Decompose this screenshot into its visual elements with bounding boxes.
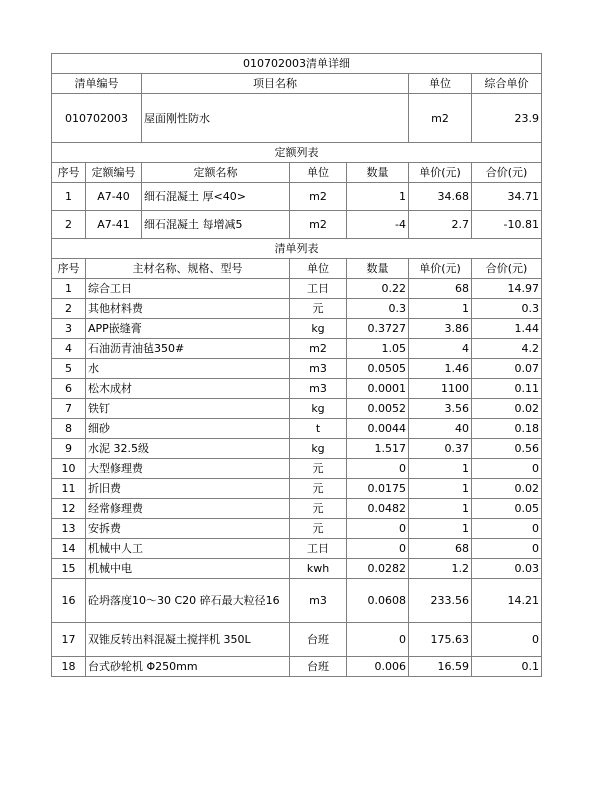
- material-unit-price: 1.46: [409, 359, 472, 379]
- item-unit: m2: [409, 94, 472, 143]
- material-unit: 元: [290, 299, 347, 319]
- header-item-unit: 单位: [409, 74, 472, 94]
- material-total: 0: [472, 539, 542, 559]
- quota-header-code: 定额编号: [86, 163, 142, 183]
- material-unit: kg: [290, 399, 347, 419]
- material-no: 4: [52, 339, 86, 359]
- material-row: [52, 399, 542, 419]
- material-no: 1: [52, 279, 86, 299]
- material-row: [52, 657, 542, 677]
- quota-unit-price: 2.7: [409, 211, 472, 239]
- quota-unit: m2: [290, 183, 347, 211]
- material-header-name: 主材名称、规格、型号: [86, 259, 290, 279]
- material-unit: kg: [290, 319, 347, 339]
- material-name: 细砂: [86, 419, 290, 439]
- material-no: 11: [52, 479, 86, 499]
- material-name: 综合工日: [86, 279, 290, 299]
- bill-detail-table: [51, 53, 542, 677]
- material-header-unit: 单位: [290, 259, 347, 279]
- material-header-no: 序号: [52, 259, 86, 279]
- material-qty: 0: [347, 519, 409, 539]
- material-no: 2: [52, 299, 86, 319]
- quota-row: [52, 183, 542, 211]
- material-qty: 0.3: [347, 299, 409, 319]
- material-total: 0.18: [472, 419, 542, 439]
- material-row: [52, 579, 542, 623]
- quota-section-title: 定额列表: [52, 143, 542, 163]
- material-unit: 工日: [290, 279, 347, 299]
- material-no: 17: [52, 623, 86, 657]
- material-unit: m3: [290, 359, 347, 379]
- material-total: 0: [472, 623, 542, 657]
- material-no: 7: [52, 399, 86, 419]
- material-total: 0: [472, 519, 542, 539]
- material-total: 0.02: [472, 399, 542, 419]
- material-row: [52, 499, 542, 519]
- material-total: 0.1: [472, 657, 542, 677]
- material-name: 水: [86, 359, 290, 379]
- material-no: 12: [52, 499, 86, 519]
- material-row: [52, 459, 542, 479]
- material-unit-price: 1: [409, 499, 472, 519]
- material-unit: 元: [290, 479, 347, 499]
- material-total: 4.2: [472, 339, 542, 359]
- material-unit: 台班: [290, 657, 347, 677]
- material-unit: kwh: [290, 559, 347, 579]
- material-qty: 1.517: [347, 439, 409, 459]
- material-row: [52, 299, 542, 319]
- material-no: 8: [52, 419, 86, 439]
- material-name: 台式砂轮机 Φ250mm: [86, 657, 290, 677]
- material-unit-price: 1100: [409, 379, 472, 399]
- header-item-name: 项目名称: [142, 74, 409, 94]
- material-total: 0.56: [472, 439, 542, 459]
- material-row: [52, 539, 542, 559]
- quota-unit: m2: [290, 211, 347, 239]
- item-code: 010702003: [52, 94, 142, 143]
- material-unit-price: 1: [409, 459, 472, 479]
- material-row: [52, 359, 542, 379]
- quota-header-qty: 数量: [347, 163, 409, 183]
- quota-header-unit: 单位: [290, 163, 347, 183]
- material-name: 机械中电: [86, 559, 290, 579]
- material-row: [52, 439, 542, 459]
- material-unit-price: 3.86: [409, 319, 472, 339]
- material-row: [52, 479, 542, 499]
- material-rows: [52, 279, 542, 677]
- material-total: 14.97: [472, 279, 542, 299]
- quota-qty: -4: [347, 211, 409, 239]
- material-section-title: 清单列表: [52, 239, 542, 259]
- material-unit-price: 1: [409, 299, 472, 319]
- material-name: 砼坍落度10～30 C20 碎石最大粒径16: [86, 579, 290, 623]
- material-name: 折旧费: [86, 479, 290, 499]
- material-unit: 台班: [290, 623, 347, 657]
- quota-qty: 1: [347, 183, 409, 211]
- material-row: [52, 339, 542, 359]
- material-unit: 元: [290, 459, 347, 479]
- material-unit: m2: [290, 339, 347, 359]
- material-no: 13: [52, 519, 86, 539]
- material-row: [52, 559, 542, 579]
- material-unit-price: 0.37: [409, 439, 472, 459]
- material-name: APP嵌缝膏: [86, 319, 290, 339]
- material-total: 0.07: [472, 359, 542, 379]
- material-unit-price: 233.56: [409, 579, 472, 623]
- material-unit: 工日: [290, 539, 347, 559]
- material-unit-price: 68: [409, 539, 472, 559]
- material-name: 水泥 32.5级: [86, 439, 290, 459]
- quota-no: 2: [52, 211, 86, 239]
- material-row: [52, 379, 542, 399]
- header-item-code: 清单编号: [52, 74, 142, 94]
- material-no: 14: [52, 539, 86, 559]
- quota-header-name: 定额名称: [142, 163, 290, 183]
- material-row: [52, 419, 542, 439]
- quota-name: 细石混凝土 每增减5: [142, 211, 290, 239]
- quota-no: 1: [52, 183, 86, 211]
- material-qty: 0: [347, 459, 409, 479]
- material-total: 0: [472, 459, 542, 479]
- material-header-qty: 数量: [347, 259, 409, 279]
- material-row: [52, 519, 542, 539]
- material-qty: 0.22: [347, 279, 409, 299]
- material-name: 其他材料费: [86, 299, 290, 319]
- material-name: 机械中人工: [86, 539, 290, 559]
- material-name: 铁钉: [86, 399, 290, 419]
- material-unit: kg: [290, 439, 347, 459]
- material-row: [52, 279, 542, 299]
- material-no: 5: [52, 359, 86, 379]
- material-unit-price: 1: [409, 519, 472, 539]
- material-qty: 0.0175: [347, 479, 409, 499]
- material-unit-price: 1.2: [409, 559, 472, 579]
- quota-header-no: 序号: [52, 163, 86, 183]
- material-total: 0.11: [472, 379, 542, 399]
- quota-code: A7-41: [86, 211, 142, 239]
- material-unit-price: 68: [409, 279, 472, 299]
- material-qty: 0.0001: [347, 379, 409, 399]
- material-header-total: 合价(元): [472, 259, 542, 279]
- material-row: [52, 623, 542, 657]
- quota-unit-price: 34.68: [409, 183, 472, 211]
- material-no: 18: [52, 657, 86, 677]
- material-qty: 0.0282: [347, 559, 409, 579]
- material-qty: 0.3727: [347, 319, 409, 339]
- material-unit: t: [290, 419, 347, 439]
- material-no: 16: [52, 579, 86, 623]
- material-name: 大型修理费: [86, 459, 290, 479]
- material-unit-price: 3.56: [409, 399, 472, 419]
- quota-total: 34.71: [472, 183, 542, 211]
- header-item-price: 综合单价: [472, 74, 542, 94]
- material-total: 0.02: [472, 479, 542, 499]
- item-price: 23.9: [472, 94, 542, 143]
- material-unit-price: 1: [409, 479, 472, 499]
- material-unit-price: 16.59: [409, 657, 472, 677]
- material-name: 石油沥青油毡350#: [86, 339, 290, 359]
- item-name: 屋面刚性防水: [142, 94, 409, 143]
- material-no: 15: [52, 559, 86, 579]
- material-qty: 0.0052: [347, 399, 409, 419]
- material-unit: 元: [290, 519, 347, 539]
- material-qty: 0.0608: [347, 579, 409, 623]
- quota-header-total: 合价(元): [472, 163, 542, 183]
- material-name: 经常修理费: [86, 499, 290, 519]
- material-no: 3: [52, 319, 86, 339]
- material-unit: m3: [290, 379, 347, 399]
- quota-code: A7-40: [86, 183, 142, 211]
- material-qty: 0.006: [347, 657, 409, 677]
- material-unit: m3: [290, 579, 347, 623]
- material-header-unit-price: 单价(元): [409, 259, 472, 279]
- material-unit-price: 175.63: [409, 623, 472, 657]
- material-total: 1.44: [472, 319, 542, 339]
- material-unit-price: 40: [409, 419, 472, 439]
- material-qty: 0: [347, 539, 409, 559]
- material-total: 14.21: [472, 579, 542, 623]
- quota-total: -10.81: [472, 211, 542, 239]
- quota-header-unit-price: 单价(元): [409, 163, 472, 183]
- quota-name: 细石混凝土 厚<40>: [142, 183, 290, 211]
- material-total: 0.03: [472, 559, 542, 579]
- material-no: 9: [52, 439, 86, 459]
- material-qty: 0.0044: [347, 419, 409, 439]
- material-no: 6: [52, 379, 86, 399]
- material-row: [52, 319, 542, 339]
- material-no: 10: [52, 459, 86, 479]
- material-qty: 1.05: [347, 339, 409, 359]
- material-total: 0.05: [472, 499, 542, 519]
- material-name: 安拆费: [86, 519, 290, 539]
- material-qty: 0.0505: [347, 359, 409, 379]
- page-title: 010702003清单详细: [52, 54, 542, 74]
- material-name: 松木成材: [86, 379, 290, 399]
- material-name: 双锥反转出料混凝土搅拌机 350L: [86, 623, 290, 657]
- material-qty: 0.0482: [347, 499, 409, 519]
- material-unit: 元: [290, 499, 347, 519]
- material-total: 0.3: [472, 299, 542, 319]
- material-unit-price: 4: [409, 339, 472, 359]
- quota-row: [52, 211, 542, 239]
- material-qty: 0: [347, 623, 409, 657]
